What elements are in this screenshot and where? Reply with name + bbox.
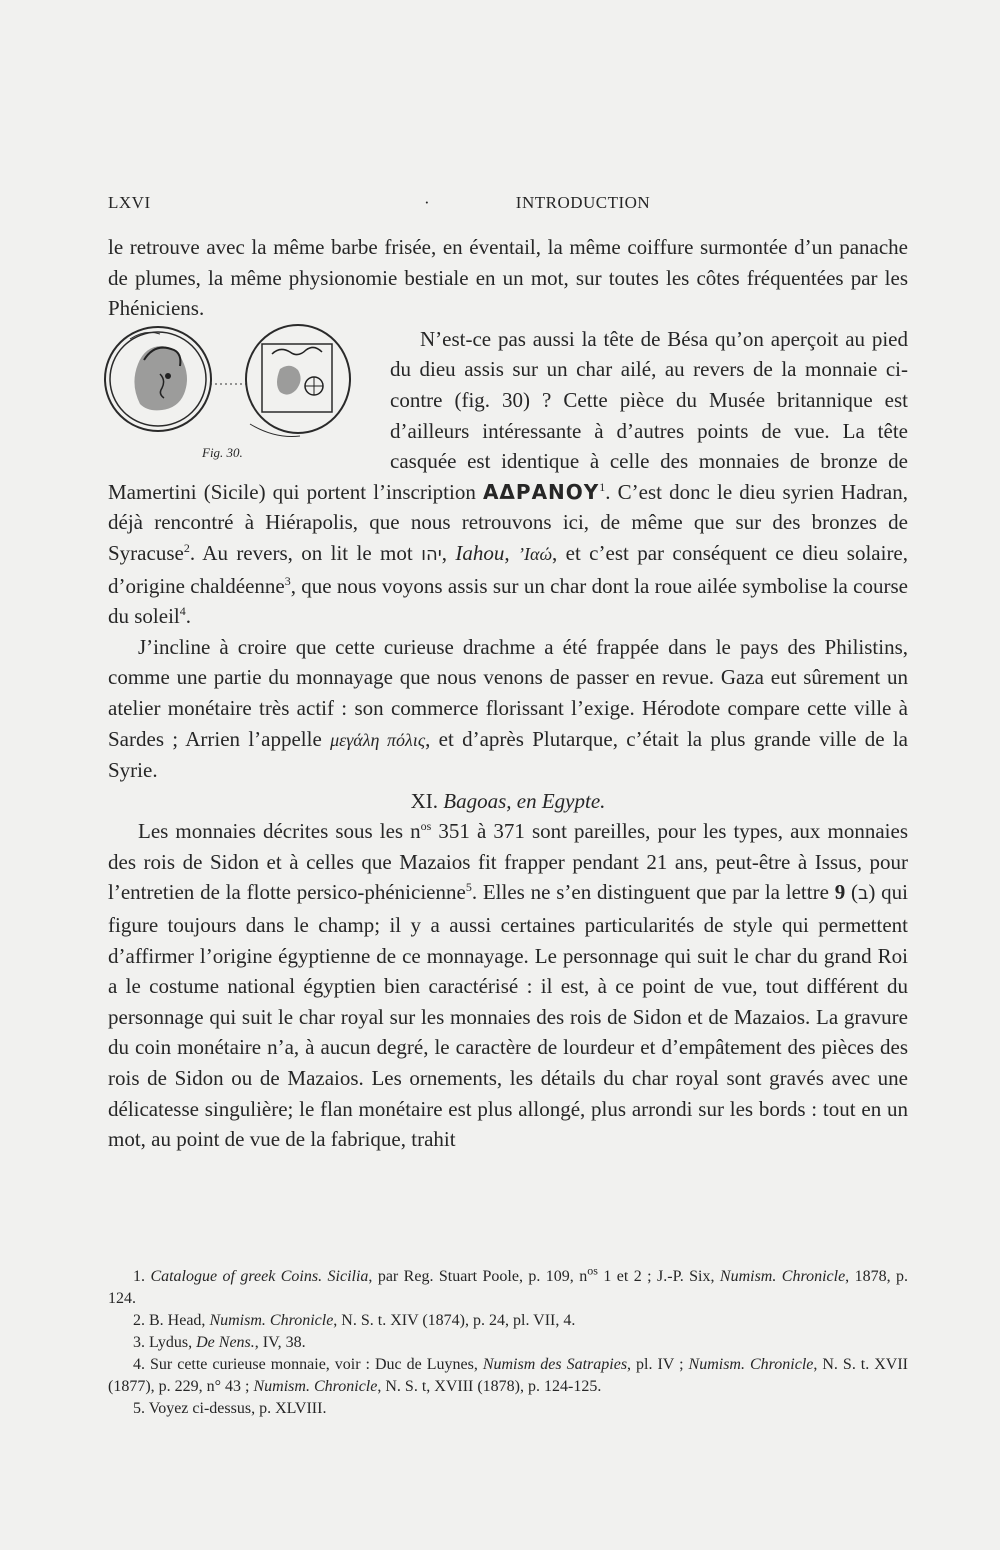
text-segment: ( [845,880,858,905]
text-segment: , N. S. t. XVII (1877), p. 229, n° 43 ; [108,1356,909,1395]
note-ref-1: 1 [599,479,606,494]
note-ref-2: 2 [183,540,190,555]
text-segment: Les monnaies décrites sous les n [138,819,421,844]
footnote-3 [108,1332,908,1354]
text-segment: 3. Lydus, [133,1334,197,1351]
section-title: Bagoas, en Egypte. [443,788,606,813]
text-segment: , et d’après Plutarque, c’était la plus grande ville de la Syrie. [108,726,908,783]
coin-reverse [246,325,350,437]
text-segment: 1 et 2 ; J.-P. Six, [597,1268,720,1285]
text-segment: . Elles ne s’en distinguent que par la lettre [471,880,835,905]
text-segment: 4. Sur cette curieuse monnaie, voir : Duc de Luynes, [133,1356,483,1373]
text-segment: . Au revers, on lit le mot [189,540,422,565]
text-segment: N’est-ce pas aussi la tête de Bésa qu’on aperçoit au pied du dieu assis sur un char ailé, au revers de la monnaie ci-contre (fig. 30) ? Cette pièce du Musée britannique est d’ailleurs intéressante à d’autres points de vue. La tête casquée est identique à celle des monnaies de bronze de Mamertini (Sicile) qui portent l’inscription [108,326,908,504]
footnote-1 [108,1263,909,1310]
text-segment: , [504,540,519,565]
footnote-4 [108,1354,908,1398]
greek-phrase: μεγάλη πόλις [330,729,426,750]
note-ref-4: 4 [179,604,186,619]
italic-title: Numism. Chronicle [688,1356,814,1373]
page-number: LXVI [108,193,151,212]
superscript-os: os [420,819,432,834]
text-segment: 1. [133,1268,151,1285]
phoenician-letter: 9 [834,880,846,905]
text-segment: 2. B. Head, [133,1312,210,1329]
text-segment: 351 à 371 sont pareilles, pour les types, aux monnaies des rois de Sidon et à celles que Mazaios fit frapper pendant 21 ans, peut-être à Issus, pour l’entretien de la flotte persico-phénicienne [108,819,908,905]
italic-title: Numism. Chronicle [719,1268,846,1285]
footnote-2 [108,1310,908,1332]
text-segment: , N. S. t. XIV (1874), p. 24, pl. VII, 4. [333,1312,576,1329]
main-text [108,232,908,1155]
footnote-5 [108,1398,908,1420]
coin-figure [100,324,364,461]
coin-obverse [105,327,211,431]
text-segment: ) qui figure toujours dans le champ; il y a aussi certaines particularités de style qui permettent d’affirmer l’origine égyptienne de ce monnayage. Le personnage qui suit le char du grand Roi a le costume national égyptien bien caractérisé : il est, à ce point de vue, tout différent du personnage qui suit le char royal sur les monnaies des rois de Sidon et de Mazaios. La gravure du coin monétaire n’a, à aucun degré, le caractère de lourdeur et d’empâtement des pièces des rois de Sidon ou de Mazaios. Les ornements, les détails du char royal sont gravés avec une délicatesse singulière; le flan monétaire est plus allongé, plus arrondi sur les bords : tout en un mot, au point de vue de la fabrique, trahit [108,880,908,1152]
greek-inscription: ΑΔΡΑΝΟΥ [482,479,600,504]
hebrew-letter: ב [857,883,869,905]
italic-title: De Nens. [196,1334,255,1351]
running-title: INTRODUCTION [515,193,651,212]
text-segment: . C’est donc le dieu syrien Hadran, déjà rencontré à Hiérapolis, que nous retrouvons ici, de même que sur des bronzes de Syracuse [108,479,908,565]
text-segment: , et c’est par conséquent ce dieu solaire, d’origine chaldéenne [108,540,909,598]
header-dot: · [424,193,431,212]
text-segment: 5. Voyez ci-dessus, p. XLVIII. [133,1400,327,1417]
greek-iao: ’Ιαώ [518,543,553,564]
footnotes [108,1263,909,1420]
italic-title: Numism des Satrapies [482,1356,628,1373]
paragraph-4 [108,816,908,1155]
superscript-os: os [587,1263,598,1278]
italic-title: Numism. Chronicle [209,1312,334,1329]
italic-title: Catalogue of greek Coins. Sicilia [150,1268,369,1285]
italic-title: Numism. Chronicle [253,1378,378,1395]
text-segment: , par Reg. Stuart Poole, p. 109, n [368,1268,588,1285]
text-segment: J’incline à croire que cette curieuse drachme a été frappée dans le pays des Philistins, comme une partie du monnayage que nous venons de passer en revue. Gaza eut sûrement un atelier monétaire très actif : son commerce florissant l’exige. Hérodote compare cette ville à Sardes ; Arrien l’appelle [108,634,908,751]
paragraph-3 [108,632,908,786]
text-segment: , que nous voyons assis sur un char dont la roue ailée symbolise la course du soleil [108,573,908,629]
running-header [108,193,908,221]
note-ref-5: 5 [465,880,472,895]
hebrew-word: יהו [421,543,442,565]
text-segment: , [441,540,456,565]
text-segment: , IV, 38. [254,1334,306,1351]
text-segment: . [185,604,191,629]
paragraph-1: le retrouve avec la même barbe frisée, en éventail, la même coiffure surmontée d’un panache de plumes, la même physionomie bestiale en un mot, sur toutes les côtes fréquentées par les Phéniciens. [108,235,908,321]
section-number: XI. [410,788,439,813]
iahou-word: Iahou [455,540,505,565]
note-ref-3: 3 [284,573,291,588]
text-segment: , pl. IV ; [627,1356,689,1373]
text-segment: , 1878, p. 124. [108,1268,909,1307]
text-segment: , N. S. t, XVIII (1878), p. 124-125. [377,1378,602,1395]
figure-caption: Fig. 30. [202,444,243,460]
section-heading [108,786,908,817]
